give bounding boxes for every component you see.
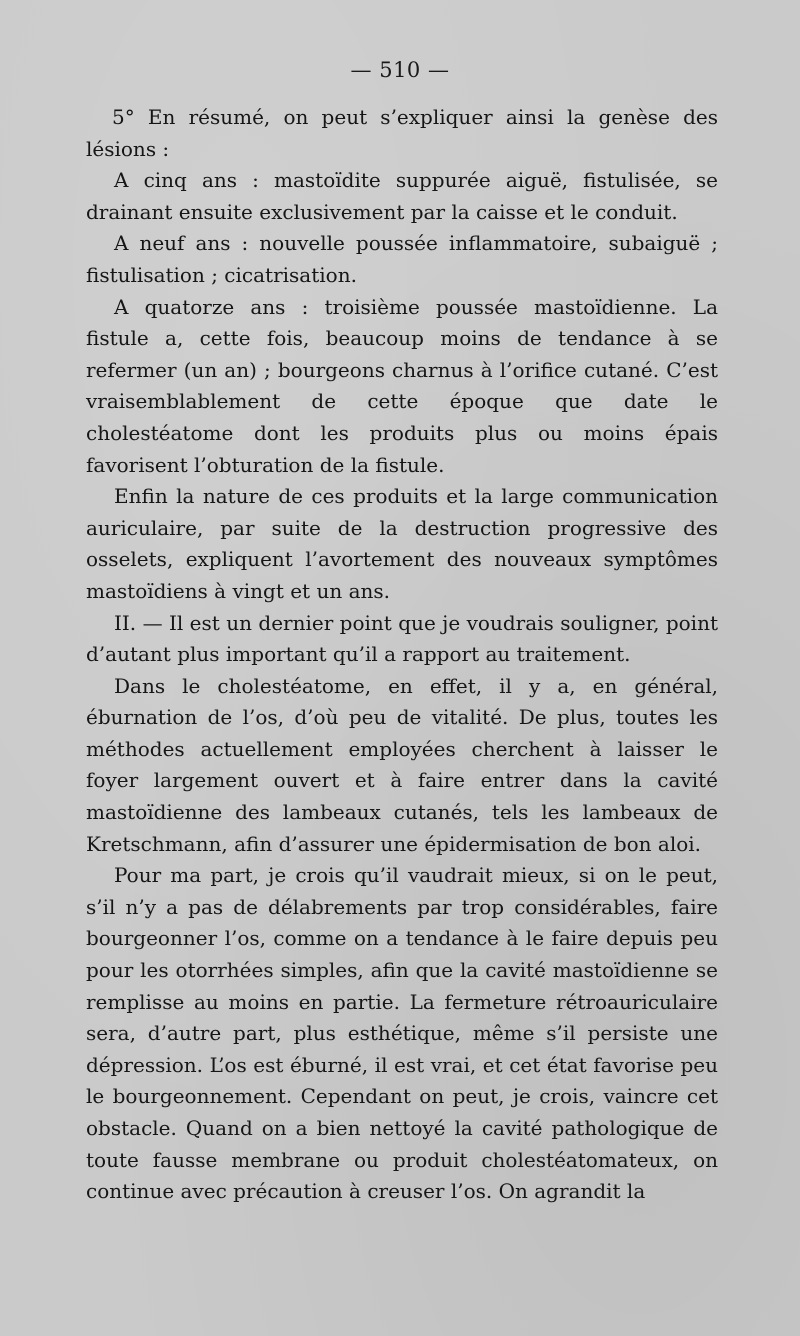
page-number: — 510 — xyxy=(350,58,450,82)
paragraph-age-nine: A neuf ans : nouvelle poussée inflammatoire, subaiguë ; fistulisation ; cicatrisation. xyxy=(86,231,718,287)
paragraph-nature-of-products: Enfin la nature de ces produits et la large communication auriculaire, par suite de la destruction progressive des osselets, expliquent l’avortement des nouveaux symptômes mastoïdiens à vingt et un ans. xyxy=(86,484,718,603)
paragraph-section-two: II. — Il est un dernier point que je voudrais souligner, point d’autant plus important qu’il a rapport au traitement. xyxy=(86,610,718,667)
paragraph-cholesteatoma-methods: Dans le cholestéatome, en effet, il y a, en général, éburnation de l’os, d’où peu de vitalité. De plus, toutes les méthodes actuellement employées cherchent à laisser le foyer largement ouvert et à faire entrer dans la cavité mastoïdienne des lambeaux cutanés, tels les lambeaux de Kretschmann, afin d’assurer une épidermisation de bon aloi. xyxy=(86,673,718,856)
body-text xyxy=(86,102,718,1208)
paragraph-author-opinion: Pour ma part, je crois qu’il vaudrait mieux, si on le peut, s’il n’y a pas de délabrements par trop considérables, faire bourgeonner l’os, comme on a tendance à le faire depuis peu pour les otorrhées simples, afin que la cavité mastoïdienne se remplisse au moins en partie. La fermeture rétroauriculaire sera, d’autre part, plus esthétique, même s’il persiste une dépression. L’os est éburné, il est vrai, et cet état favorise peu le bourgeonnement. Cependant on peut, je crois, vaincre cet obstacle. Quand on a bien nettoyé la cavité pathologique de toute fausse membrane ou produit cholestéatomateux, on continue avec précaution à creuser l’os. On agrandit la xyxy=(86,863,718,1204)
paragraph-age-fourteen: A quatorze ans : troisième poussée mastoïdienne. La fistule a, cette fois, beaucoup moins de tendance à se refermer (un an) ; bourgeons charnus à l’orifice cutané. C’est vraisemblablement de cette époque que date le cholestéatome dont les produits plus ou moins épais favorisent l’obturation de la fistule. xyxy=(86,294,718,477)
paragraph-age-five: A cinq ans : mastoïdite suppurée aiguë, fistulisée, se drainant ensuite exclusivement par la caisse et le conduit. xyxy=(86,168,718,224)
paragraph-summary-intro: 5° En résumé, on peut s’expliquer ainsi la genèse des lésions : xyxy=(86,105,718,161)
